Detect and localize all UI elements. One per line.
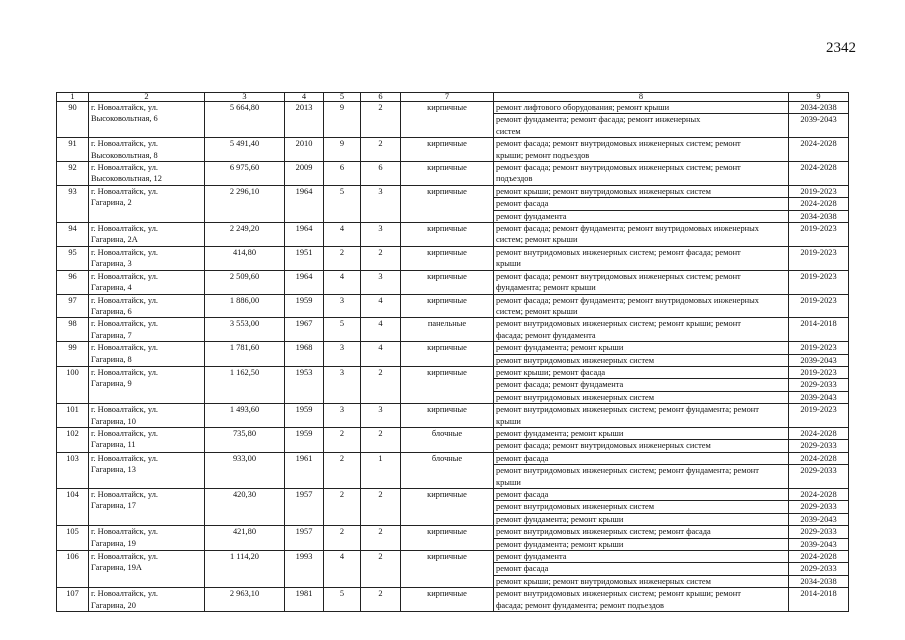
row-number-cell: 101 <box>57 404 89 428</box>
year-cell: 1959 <box>285 294 324 318</box>
address-cell <box>89 185 205 222</box>
repair-period-cell: 2024-2028 <box>789 198 849 210</box>
row-number-cell: 105 <box>57 526 89 551</box>
address-cell <box>89 452 205 488</box>
repair-period-cell: 2024-2028 <box>789 489 849 501</box>
address-line: Гагарина, 13 <box>91 465 136 475</box>
address-line: г. Новоалтайск, ул. <box>91 103 158 112</box>
address-line: г. Новоалтайск, ул. <box>91 139 158 149</box>
repair-period-cell: 2019-2023 <box>789 404 849 428</box>
repair-works-line: систем; ремонт крыши <box>496 235 578 245</box>
repair-works-line: ремонт фундамента; ремонт фасада; ремонт инженерных <box>496 115 701 125</box>
wall-material-cell: кирпичные <box>401 342 494 367</box>
entrances-cell: 2 <box>361 246 401 270</box>
repair-period-cell: 2039-2043 <box>789 114 849 138</box>
address-line: Гагарина, 10 <box>91 416 136 426</box>
year-cell: 2013 <box>285 102 324 138</box>
repair-works-line: ремонт фасада; ремонт внутридомовых инженерных систем <box>496 441 711 451</box>
repair-works-line: систем; ремонт крыши <box>496 306 578 316</box>
repair-period-cell: 2029-2033 <box>789 563 849 575</box>
repair-works-cell <box>494 501 789 513</box>
floors-cell: 5 <box>324 318 361 342</box>
floors-cell: 3 <box>324 404 361 428</box>
address-cell <box>89 162 205 186</box>
repair-works-cell <box>494 198 789 210</box>
entrances-cell: 2 <box>361 102 401 138</box>
address-line: Гагарина, 6 <box>91 306 132 316</box>
repair-works-cell <box>494 342 789 354</box>
repair-period-cell: 2024-2028 <box>789 452 849 464</box>
repair-period-cell: 2034-2038 <box>789 210 849 222</box>
header-cell: 8 <box>494 93 789 102</box>
area-cell: 5 664,80 <box>205 102 285 138</box>
table-row <box>57 270 849 294</box>
repair-works-line: ремонт внутридомовых инженерных систем; ремонт фундамента; ремонт <box>496 466 759 476</box>
repair-period-cell: 2019-2023 <box>789 294 849 318</box>
floors-cell: 5 <box>324 588 361 612</box>
table-row <box>57 246 849 270</box>
entrances-cell: 2 <box>361 366 401 403</box>
repair-works-line: ремонт фасада; ремонт внутридомовых инженерных систем; ремонт <box>496 271 741 281</box>
area-cell: 933,00 <box>205 452 285 488</box>
address-cell <box>89 404 205 428</box>
repair-works-cell <box>494 185 789 197</box>
table-row <box>57 223 849 247</box>
wall-material-cell: кирпичные <box>401 588 494 612</box>
area-cell: 2 963,10 <box>205 588 285 612</box>
address-line: Гагарина, 2 <box>91 198 132 208</box>
repair-period-cell: 2029-2033 <box>789 440 849 452</box>
address-line: Гагарина, 9 <box>91 379 132 389</box>
year-cell: 1993 <box>285 551 324 588</box>
address-line: г. Новоалтайск, ул. <box>91 490 158 499</box>
address-line: Гагарина, 2А <box>91 235 138 245</box>
address-line: г. Новоалтайск, ул. <box>91 453 158 463</box>
address-line: г. Новоалтайск, ул. <box>91 295 158 305</box>
repair-works-cell <box>494 391 789 403</box>
floors-cell: 6 <box>324 162 361 186</box>
row-number-cell: 92 <box>57 162 89 186</box>
floors-cell: 2 <box>324 427 361 452</box>
repair-works-line: ремонт фундамента <box>496 211 567 221</box>
repair-works-line: ремонт фасада <box>496 490 549 499</box>
repair-works-line: ремонт крыши; ремонт фасада <box>496 367 606 377</box>
table-row <box>57 366 849 378</box>
area-cell: 414,80 <box>205 246 285 270</box>
repair-works-cell <box>494 114 789 138</box>
row-number-cell: 104 <box>57 489 89 526</box>
year-cell: 1951 <box>285 246 324 270</box>
repair-works-line: ремонт фасада <box>496 564 549 574</box>
table-row <box>57 526 849 538</box>
address-line: г. Новоалтайск, ул. <box>91 552 158 562</box>
entrances-cell: 3 <box>361 185 401 222</box>
address-line: г. Новоалтайск, ул. <box>91 163 158 173</box>
repair-period-cell: 2024-2028 <box>789 162 849 186</box>
header-cell: 2 <box>89 93 205 102</box>
repair-works-line: ремонт фасада; ремонт фундамента; ремонт внутридомовых инженерных <box>496 224 759 234</box>
address-cell <box>89 294 205 318</box>
repair-works-line: фасада; ремонт фундамента; ремонт подъездов <box>496 600 664 610</box>
floors-cell: 4 <box>324 551 361 588</box>
header-row <box>57 93 849 102</box>
row-number-cell: 102 <box>57 427 89 452</box>
wall-material-cell: кирпичные <box>401 270 494 294</box>
repair-period-cell: 2039-2043 <box>789 538 849 550</box>
repair-period-cell: 2029-2033 <box>789 379 849 391</box>
repair-works-line: фасада; ремонт фундамента <box>496 330 596 340</box>
area-cell: 6 975,60 <box>205 162 285 186</box>
repair-works-line: ремонт фасада <box>496 453 549 463</box>
repair-works-cell <box>494 551 789 563</box>
floors-cell: 2 <box>324 526 361 551</box>
entrances-cell: 2 <box>361 489 401 526</box>
repair-works-cell <box>494 162 789 186</box>
address-cell <box>89 366 205 403</box>
year-cell: 1957 <box>285 489 324 526</box>
address-cell <box>89 318 205 342</box>
repair-period-cell: 2019-2023 <box>789 246 849 270</box>
table-row <box>57 294 849 318</box>
address-line: Гагарина, 20 <box>91 600 136 610</box>
wall-material-cell: кирпичные <box>401 138 494 162</box>
repair-works-cell <box>494 138 789 162</box>
repair-works-line: ремонт внутридомовых инженерных систем; ремонт фасада; ремонт <box>496 247 741 257</box>
repair-works-cell <box>494 575 789 587</box>
page-number: 2342 <box>826 40 856 56</box>
table-row <box>57 185 849 197</box>
area-cell: 735,80 <box>205 427 285 452</box>
year-cell: 2009 <box>285 162 324 186</box>
address-line: Гагарина, 11 <box>91 440 136 450</box>
address-line: г. Новоалтайск, ул. <box>91 343 158 353</box>
address-line: г. Новоалтайск, ул. <box>91 224 158 234</box>
repair-works-cell <box>494 366 789 378</box>
address-cell <box>89 342 205 367</box>
address-line: Гагарина, 8 <box>91 354 132 364</box>
floors-cell: 4 <box>324 223 361 247</box>
repair-period-cell: 2029-2033 <box>789 465 849 489</box>
repair-works-cell <box>494 538 789 550</box>
wall-material-cell: блочные <box>401 427 494 452</box>
area-cell: 420,30 <box>205 489 285 526</box>
area-cell: 5 491,40 <box>205 138 285 162</box>
entrances-cell: 2 <box>361 427 401 452</box>
repair-works-line: ремонт внутридомовых инженерных систем; ремонт фундамента; ремонт <box>496 405 759 415</box>
row-number-cell: 90 <box>57 102 89 138</box>
floors-cell: 3 <box>324 342 361 367</box>
repair-works-cell <box>494 318 789 342</box>
repair-period-cell: 2039-2043 <box>789 513 849 525</box>
year-cell: 2010 <box>285 138 324 162</box>
address-line: Гагарина, 19А <box>91 563 142 573</box>
address-line: г. Новоалтайск, ул. <box>91 186 158 196</box>
row-number-cell: 100 <box>57 366 89 403</box>
row-number-cell: 103 <box>57 452 89 488</box>
entrances-cell: 6 <box>361 162 401 186</box>
table-row <box>57 588 849 612</box>
repair-works-cell <box>494 440 789 452</box>
floors-cell: 9 <box>324 138 361 162</box>
row-number-cell: 91 <box>57 138 89 162</box>
repair-period-cell: 2034-2038 <box>789 102 849 114</box>
header-cell: 7 <box>401 93 494 102</box>
wall-material-cell: кирпичные <box>401 185 494 222</box>
repair-period-cell: 2034-2038 <box>789 575 849 587</box>
repair-period-cell: 2014-2018 <box>789 318 849 342</box>
address-cell <box>89 551 205 588</box>
address-cell <box>89 588 205 612</box>
repair-works-line: систем <box>496 126 521 136</box>
entrances-cell: 3 <box>361 404 401 428</box>
row-number-cell: 98 <box>57 318 89 342</box>
wall-material-cell: кирпичные <box>401 162 494 186</box>
repair-period-cell: 2019-2023 <box>789 185 849 197</box>
area-cell: 2 249,20 <box>205 223 285 247</box>
repair-period-cell: 2019-2023 <box>789 366 849 378</box>
address-line: Высоковольтная, 12 <box>91 174 162 184</box>
header-cell: 9 <box>789 93 849 102</box>
address-line: Гагарина, 17 <box>91 501 136 511</box>
wall-material-cell: кирпичные <box>401 294 494 318</box>
address-line: Гагарина, 4 <box>91 283 132 293</box>
repair-works-line: ремонт фундамента; ремонт крыши <box>496 428 624 438</box>
area-cell: 1 886,00 <box>205 294 285 318</box>
entrances-cell: 2 <box>361 588 401 612</box>
repair-works-cell <box>494 102 789 114</box>
repair-works-cell <box>494 246 789 270</box>
wall-material-cell: кирпичные <box>401 102 494 138</box>
repair-works-cell <box>494 223 789 247</box>
repair-works-line: ремонт внутридомовых инженерных систем <box>496 355 655 365</box>
table-row <box>57 162 849 186</box>
repair-works-line: крыши <box>496 477 521 487</box>
area-cell: 2 509,60 <box>205 270 285 294</box>
repair-works-cell <box>494 563 789 575</box>
address-line: г. Новоалтайск, ул. <box>91 589 158 599</box>
repair-works-line: крыши <box>496 259 521 269</box>
entrances-cell: 1 <box>361 452 401 488</box>
repair-works-cell <box>494 427 789 439</box>
entrances-cell: 4 <box>361 294 401 318</box>
header-cell: 5 <box>324 93 361 102</box>
repair-works-line: крыши; ремонт подъездов <box>496 150 590 160</box>
repair-works-cell <box>494 452 789 464</box>
repair-period-cell: 2039-2043 <box>789 354 849 366</box>
repair-works-line: ремонт фундамента; ремонт крыши <box>496 343 624 353</box>
year-cell: 1964 <box>285 223 324 247</box>
repair-works-cell <box>494 404 789 428</box>
year-cell: 1968 <box>285 342 324 367</box>
wall-material-cell: кирпичные <box>401 551 494 588</box>
wall-material-cell: панельные <box>401 318 494 342</box>
row-number-cell: 95 <box>57 246 89 270</box>
address-cell <box>89 246 205 270</box>
entrances-cell: 4 <box>361 318 401 342</box>
repair-works-line: ремонт внутридомовых инженерных систем; ремонт крыши; ремонт <box>496 319 741 329</box>
table-row <box>57 102 849 114</box>
address-line: Гагарина, 7 <box>91 330 132 340</box>
repair-works-cell <box>494 588 789 612</box>
repair-works-line: ремонт внутридомовых инженерных систем <box>496 392 655 402</box>
address-line: Высоковольтная, 8 <box>91 150 158 160</box>
floors-cell: 2 <box>324 452 361 488</box>
address-line: г. Новоалтайск, ул. <box>91 527 158 537</box>
address-line: г. Новоалтайск, ул. <box>91 428 158 438</box>
table-row <box>57 342 849 354</box>
row-number-cell: 94 <box>57 223 89 247</box>
wall-material-cell: кирпичные <box>401 489 494 526</box>
area-cell: 1 493,60 <box>205 404 285 428</box>
row-number-cell: 106 <box>57 551 89 588</box>
year-cell: 1959 <box>285 427 324 452</box>
floors-cell: 3 <box>324 294 361 318</box>
header-cell: 4 <box>285 93 324 102</box>
capital-repair-table <box>56 92 849 612</box>
repair-period-cell: 2039-2043 <box>789 391 849 403</box>
area-cell: 421,80 <box>205 526 285 551</box>
entrances-cell: 3 <box>361 223 401 247</box>
wall-material-cell: кирпичные <box>401 223 494 247</box>
floors-cell: 9 <box>324 102 361 138</box>
year-cell: 1967 <box>285 318 324 342</box>
repair-period-cell: 2014-2018 <box>789 588 849 612</box>
repair-works-cell <box>494 354 789 366</box>
address-cell <box>89 427 205 452</box>
repair-works-line: ремонт фасада <box>496 199 549 209</box>
address-line: г. Новоалтайск, ул. <box>91 367 158 377</box>
repair-works-line: ремонт внутридомовых инженерных систем; ремонт фасада <box>496 527 711 537</box>
repair-period-cell: 2029-2033 <box>789 501 849 513</box>
repair-works-line: ремонт фасада; ремонт внутридомовых инженерных систем; ремонт <box>496 163 741 173</box>
repair-period-cell: 2024-2028 <box>789 427 849 439</box>
address-cell <box>89 102 205 138</box>
repair-works-cell <box>494 489 789 501</box>
header-cell: 3 <box>205 93 285 102</box>
year-cell: 1964 <box>285 270 324 294</box>
repair-works-line: крыши <box>496 416 521 426</box>
address-line: Высоковольтная, 6 <box>91 114 158 124</box>
row-number-cell: 97 <box>57 294 89 318</box>
address-line: Гагарина, 3 <box>91 259 132 269</box>
table-row <box>57 489 849 501</box>
repair-works-line: ремонт фундамента; ремонт крыши <box>496 539 624 549</box>
table-row <box>57 427 849 439</box>
wall-material-cell: кирпичные <box>401 526 494 551</box>
table-row <box>57 452 849 464</box>
repair-works-line: ремонт крыши; ремонт внутридомовых инженерных систем <box>496 576 711 586</box>
floors-cell: 3 <box>324 366 361 403</box>
entrances-cell: 4 <box>361 342 401 367</box>
year-cell: 1957 <box>285 526 324 551</box>
address-line: Гагарина, 19 <box>91 538 136 548</box>
address-line: г. Новоалтайск, ул. <box>91 319 158 329</box>
area-cell: 1 781,60 <box>205 342 285 367</box>
wall-material-cell: блочные <box>401 452 494 488</box>
year-cell: 1953 <box>285 366 324 403</box>
repair-period-cell: 2019-2023 <box>789 223 849 247</box>
wall-material-cell: кирпичные <box>401 246 494 270</box>
area-cell: 1 162,50 <box>205 366 285 403</box>
repair-period-cell: 2024-2028 <box>789 551 849 563</box>
repair-works-line: ремонт фундамента; ремонт крыши <box>496 514 624 524</box>
address-line: г. Новоалтайск, ул. <box>91 271 158 281</box>
wall-material-cell: кирпичные <box>401 404 494 428</box>
year-cell: 1961 <box>285 452 324 488</box>
row-number-cell: 96 <box>57 270 89 294</box>
header-cell: 1 <box>57 93 89 102</box>
area-cell: 3 553,00 <box>205 318 285 342</box>
year-cell: 1964 <box>285 185 324 222</box>
repair-period-cell: 2019-2023 <box>789 342 849 354</box>
repair-period-cell: 2024-2028 <box>789 138 849 162</box>
row-number-cell: 99 <box>57 342 89 367</box>
repair-works-line: ремонт внутридомовых инженерных систем <box>496 502 655 512</box>
entrances-cell: 2 <box>361 526 401 551</box>
table-row <box>57 551 849 563</box>
repair-works-line: ремонт фасада; ремонт внутридомовых инженерных систем; ремонт <box>496 139 741 149</box>
address-cell <box>89 526 205 551</box>
repair-works-line: ремонт лифтового оборудования; ремонт крыши <box>496 103 670 112</box>
address-cell <box>89 138 205 162</box>
year-cell: 1959 <box>285 404 324 428</box>
table-row <box>57 318 849 342</box>
entrances-cell: 3 <box>361 270 401 294</box>
repair-works-cell <box>494 379 789 391</box>
repair-works-cell <box>494 210 789 222</box>
repair-works-line: ремонт фундамента <box>496 552 567 562</box>
address-cell <box>89 223 205 247</box>
address-cell <box>89 489 205 526</box>
table-row <box>57 404 849 428</box>
entrances-cell: 2 <box>361 551 401 588</box>
repair-works-cell <box>494 270 789 294</box>
repair-works-line: фундамента; ремонт крыши <box>496 283 596 293</box>
repair-period-cell: 2029-2033 <box>789 526 849 538</box>
area-cell: 2 296,10 <box>205 185 285 222</box>
repair-works-cell <box>494 465 789 489</box>
address-line: г. Новоалтайск, ул. <box>91 405 158 415</box>
repair-works-cell <box>494 526 789 538</box>
floors-cell: 4 <box>324 270 361 294</box>
wall-material-cell: кирпичные <box>401 366 494 403</box>
repair-works-line: подъездов <box>496 174 533 184</box>
row-number-cell: 93 <box>57 185 89 222</box>
floors-cell: 2 <box>324 489 361 526</box>
repair-works-cell <box>494 294 789 318</box>
header-cell: 6 <box>361 93 401 102</box>
table-body <box>57 93 849 612</box>
floors-cell: 5 <box>324 185 361 222</box>
repair-works-cell <box>494 513 789 525</box>
row-number-cell: 107 <box>57 588 89 612</box>
address-cell <box>89 270 205 294</box>
repair-works-line: ремонт внутридомовых инженерных систем; ремонт крыши; ремонт <box>496 589 741 599</box>
entrances-cell: 2 <box>361 138 401 162</box>
repair-works-line: ремонт фасада; ремонт фундамента; ремонт внутридомовых инженерных <box>496 295 759 305</box>
table-row <box>57 138 849 162</box>
address-line: г. Новоалтайск, ул. <box>91 247 158 257</box>
repair-period-cell: 2019-2023 <box>789 270 849 294</box>
repair-works-line: ремонт крыши; ремонт внутридомовых инженерных систем <box>496 186 711 196</box>
repair-works-line: ремонт фасада; ремонт фундамента <box>496 380 624 390</box>
floors-cell: 2 <box>324 246 361 270</box>
area-cell: 1 114,20 <box>205 551 285 588</box>
year-cell: 1981 <box>285 588 324 612</box>
